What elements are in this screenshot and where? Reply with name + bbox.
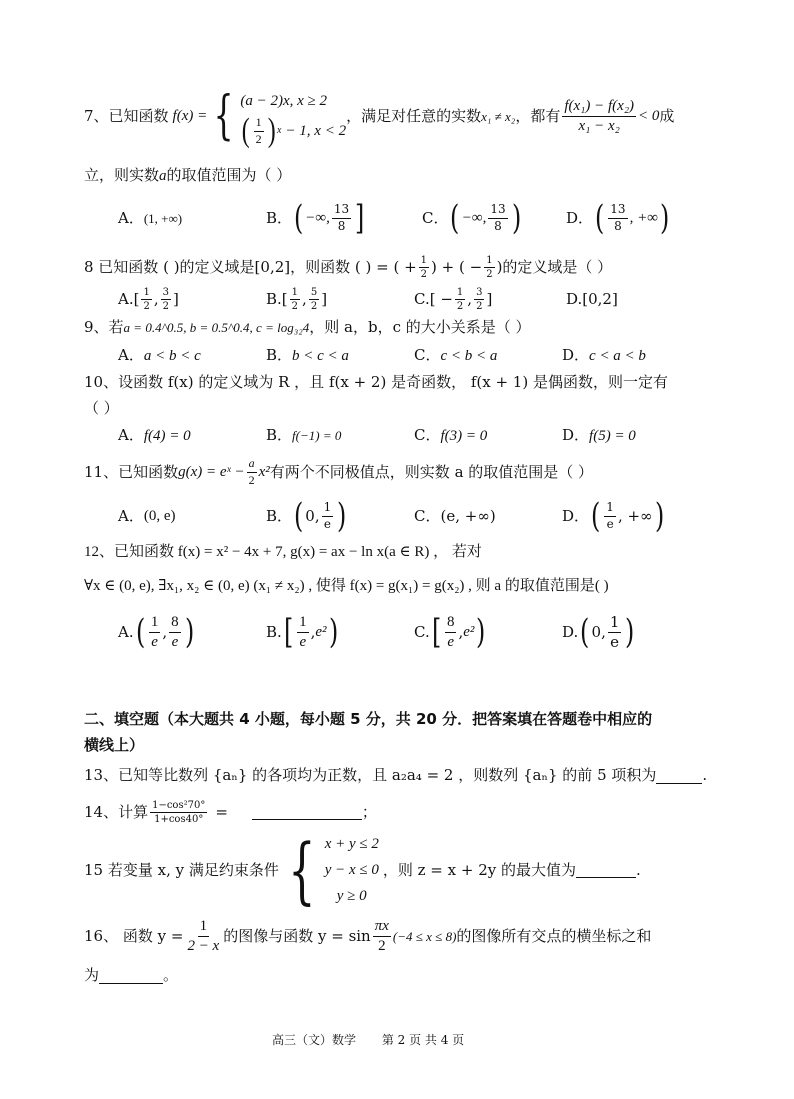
option-label: B． — [266, 506, 293, 525]
q11-option-c[interactable] — [414, 506, 562, 525]
frac-den: e — [323, 516, 331, 531]
q8-option-a[interactable]: A.[ $\frac{1}{2}$ , $\frac{3}{2}$ ] — [118, 286, 179, 312]
q7-case1: (a − 2)x, x ≥ 2 — [240, 92, 327, 109]
q12-stem-line2 — [84, 578, 609, 594]
q12-option-a[interactable]: A. ( $\frac{1}{e}$ , $\frac{8}{e}$ ) — [118, 611, 194, 652]
frac-den: 2 — [143, 300, 150, 312]
q16-stem-line2 — [84, 968, 178, 984]
q13-stem — [84, 768, 707, 784]
frac-num: 3 — [476, 286, 483, 298]
frac-num: 1 — [420, 254, 428, 266]
q7-fraction — [562, 98, 636, 134]
frac-den: 8 — [494, 218, 502, 233]
q14-prefix: 14、计算 — [84, 802, 149, 821]
option-label: A． — [118, 346, 144, 364]
section2-title-line2: 横线上） — [84, 736, 145, 754]
section2-title — [84, 712, 652, 727]
frac-den: 2 — [310, 300, 318, 312]
frac-den: 2 — [162, 300, 169, 312]
frac-num: 5 — [310, 286, 318, 298]
q15-brace: { — [288, 827, 316, 912]
frac-den: 1+cos40° — [154, 813, 204, 825]
q15-constraint-1: x + y ≤ 2 — [324, 835, 379, 852]
option-label: B.[ — [266, 289, 288, 308]
q11-stem-text: 11、已知函数 — [84, 462, 179, 481]
q7-prefix: 7、已知函数 — [84, 106, 169, 125]
footer-page-number: 第 2 页 共 4 页 — [381, 1033, 465, 1047]
q10-stem-text: 10、设函数 f(x) 的定义域为 R ，且 f(x + 2) 是奇函数， f(x + 1) 是偶函数，则一定有 — [84, 373, 668, 391]
q11-tail: 有两个不同极值点，则实数 a 的取值范围是（ ） — [269, 462, 594, 481]
q7-option-c[interactable]: C． ( −∞, $\frac{13}{8}$ ) — [422, 197, 521, 238]
option-label: D． — [562, 506, 590, 525]
frac-num: a — [247, 457, 257, 472]
q11-option-a[interactable] — [118, 506, 266, 525]
q16-prefix: 16、 函数 y = — [84, 926, 184, 945]
q7-case2-tail: − 1, x < 2 — [285, 122, 347, 139]
option-text: b < c < a — [292, 348, 349, 364]
q7-line2-tail: 的取值范围为（ ） — [166, 166, 292, 184]
option-text: c < b < a — [440, 348, 498, 364]
option-label: A． — [118, 426, 144, 444]
q15-end: . — [636, 860, 641, 879]
option-text: 0, — [591, 622, 606, 641]
q15-stem — [84, 827, 641, 912]
q16-line2: 为 — [84, 966, 100, 984]
q7-frac-den: x₁ − x₂ — [578, 117, 620, 134]
frac-den: e — [151, 633, 158, 650]
option-label: C． — [414, 426, 441, 444]
option-label: A.[ — [118, 289, 140, 308]
option-label: C． — [414, 506, 441, 525]
q7-options — [118, 197, 671, 238]
q9-tail: ，则 a，b，c 的大小关系是（ ） — [309, 318, 531, 336]
q7-frac-num: f(x₁) − f(x₂) — [562, 98, 636, 117]
q16-end: 。 — [163, 966, 179, 984]
option-text: (e, +∞) — [440, 506, 496, 525]
frac-num: 1 — [604, 501, 616, 516]
q10-option-a[interactable] — [118, 428, 266, 444]
option-text: 0, — [305, 506, 320, 525]
q9-expression: a = 0.4^0.5, b = 0.5^0.4, c = log₃₂4 — [123, 320, 310, 335]
q10-option-c[interactable] — [414, 428, 562, 444]
q12-option-d[interactable]: D. ( 0, $\frac{1}{e}$ ) — [562, 611, 635, 652]
option-label: B. — [266, 622, 282, 641]
q8-stem-tail: )的定义域是（ ） — [496, 257, 613, 276]
q12-option-c[interactable]: C. [ $\frac{8}{e}$ , e² ) — [414, 611, 486, 652]
frac-num: 1 — [291, 286, 299, 298]
q13-answer-blank[interactable] — [656, 768, 702, 784]
frac-num: 3 — [162, 286, 169, 298]
option-label: A． — [118, 208, 144, 227]
q12-stem — [84, 544, 482, 560]
q11-options — [118, 497, 666, 535]
q8-options — [118, 285, 618, 313]
q15-prefix: 15 若变量 x, y 满足约束条件 — [84, 860, 279, 879]
q7-mid2: ，都有 — [515, 106, 561, 125]
q8-option-c[interactable]: C.[ − $\frac{1}{2}$ , $\frac{3}{2}$ ] — [414, 286, 493, 312]
q7-mid: ，满足对任意的实数 — [346, 106, 482, 125]
q9-option-a[interactable] — [118, 348, 266, 364]
option-label: C. — [414, 622, 430, 641]
frac-den: 2 — [456, 300, 464, 312]
frac-den: 2 − x — [187, 937, 220, 954]
page-footer — [272, 1034, 464, 1046]
q9-option-d[interactable] — [562, 348, 646, 364]
section2-title-2 — [84, 738, 144, 753]
q7-tail: 成 — [659, 106, 675, 125]
q7-stem — [84, 85, 675, 149]
q8-stem-mid: ) + ( − — [431, 257, 483, 276]
frac-den: e — [299, 633, 307, 650]
frac-num: 1 — [297, 614, 309, 633]
q15-constraint-3: y ≥ 0 — [336, 887, 367, 904]
option-text: (0, e) — [143, 507, 176, 524]
q10-stem — [84, 375, 668, 390]
frac-den: 2 — [291, 300, 299, 312]
frac-den: e — [447, 633, 455, 650]
frac-num: 8 — [169, 614, 181, 633]
q9-options — [118, 348, 646, 364]
q13-text: 13、已知等比数列 {aₙ} 的各项均为正数，且 a₂a₄ = 2 ，则数列 {aₙ} 的前 5 项积为 — [84, 766, 657, 784]
q11-option-d[interactable]: D． ( $\frac{1}{e}$ , +∞ ) — [562, 495, 664, 536]
footer-course: 高三（文）数学 — [272, 1033, 357, 1047]
q16-domain: (−4 ≤ x ≤ 8) — [392, 928, 457, 944]
q15-constraint-2: y − x ≤ 0 — [324, 861, 379, 878]
frac-num: 1 — [609, 613, 620, 631]
frac-den: e — [606, 516, 614, 531]
q15-mid: ，则 z = x + 2y 的最大值为 — [382, 860, 576, 879]
option-label: C． — [422, 208, 449, 227]
frac-num: 1 — [322, 501, 334, 516]
q7-condition: x₁ ≠ x₂ — [481, 108, 516, 124]
q10-options — [118, 428, 636, 444]
q9-option-c[interactable] — [414, 348, 562, 364]
frac-num: 1 — [198, 918, 210, 937]
q15-constraints — [325, 831, 379, 909]
q8-option-d[interactable] — [566, 289, 618, 308]
q12-line2: ∀x ∈ (0, e), ∃x₁, x₂ ∈ (0, e) (x₁ ≠ x₂) , 使得 f(x) = g(x₁) = g(x₂) , 则 a 的取值范围是( ) — [84, 578, 609, 594]
option-close: ] — [172, 289, 179, 308]
option-text: f(4) = 0 — [143, 428, 191, 444]
frac-den: 8 — [337, 218, 346, 233]
q16-mid: 的图像与函数 y = sin — [223, 926, 371, 945]
q11-func-pre: g(x) = eˣ − — [178, 463, 245, 480]
q12-stem-text: 12、已知函数 f(x) = x² − 4x + 7, g(x) = ax − ln x(a ∈ R) ， 若对 — [84, 544, 482, 560]
option-label: C． — [414, 346, 441, 364]
frac-num: 13 — [488, 203, 507, 218]
q14-end: ； — [361, 802, 377, 821]
q10-option-d[interactable] — [562, 428, 636, 444]
q7-option-d[interactable]: D． ( $\frac{13}{8}$ , +∞ ) — [566, 197, 670, 238]
q7-brace: { — [213, 85, 234, 146]
option-text: −∞, — [461, 209, 487, 226]
q7-case2: ( $\frac{1}{2}$ ) x − 1, x < 2 — [242, 111, 347, 149]
option-text: c < a < b — [589, 348, 646, 364]
q8-option-b[interactable]: B.[ $\frac{1}{2}$ , $\frac{5}{2}$ ] — [266, 286, 328, 312]
frac-den: 2 — [248, 472, 255, 487]
frac-num: πx — [373, 918, 391, 937]
option-label: D． — [562, 346, 590, 364]
q7-function-name: f(x) = — [172, 107, 208, 124]
q12-options — [118, 612, 637, 652]
q10-paren — [84, 401, 119, 416]
frac-den: e — [171, 633, 179, 650]
frac-num: 8 — [445, 614, 457, 633]
q8-stem-text: 8 已知函数 ( )的定义域是[0,2]，则函数 ( ) = ( + — [84, 257, 417, 276]
option-text: e² — [463, 623, 475, 640]
q14-equals: = — [215, 802, 228, 821]
option-label: A. — [118, 622, 134, 641]
frac-num: 13 — [332, 203, 351, 218]
option-text: f(3) = 0 — [440, 428, 488, 444]
option-text: −∞, — [305, 209, 330, 226]
q12-option-b[interactable]: B. [ $\frac{1}{e}$ , e² ) — [266, 611, 338, 652]
option-text: , +∞ — [617, 506, 653, 525]
frac-den: 2 — [476, 300, 483, 312]
frac-den: 2 — [378, 937, 386, 954]
option-text: [0,2] — [582, 289, 618, 308]
q7-option-a[interactable] — [118, 208, 266, 227]
option-label: B． — [266, 208, 293, 227]
frac-num: 1 — [456, 286, 464, 298]
option-text: e² — [315, 623, 327, 640]
frac-num: 1 — [143, 286, 150, 298]
option-label: B． — [266, 426, 293, 444]
option-close: ] — [486, 289, 493, 308]
frac-den: e — [610, 632, 620, 651]
q7-var: a — [159, 168, 167, 184]
q10-option-b[interactable] — [266, 428, 414, 443]
option-label: D． — [562, 426, 590, 444]
q11-stem — [84, 455, 593, 489]
frac-den: 2 — [420, 268, 428, 280]
option-text: , +∞ — [629, 209, 658, 226]
frac-num: 1−cos²70° — [152, 799, 206, 811]
option-text: f(5) = 0 — [589, 428, 636, 444]
section2-title-line1: 二、填空题（本大题共 4 小题，每小题 5 分，共 20 分．把答案填在答题卷中相应的 — [84, 710, 653, 728]
q7-stem-line2 — [84, 168, 291, 184]
q9-stem — [84, 320, 531, 335]
option-label: D. — [566, 289, 583, 308]
option-label: D. — [562, 622, 579, 641]
option-text: f(−1) = 0 — [292, 428, 342, 443]
q16-tail: 的图像所有交点的横坐标之和 — [456, 926, 652, 945]
option-close: ] — [321, 289, 328, 308]
q16-stem — [84, 916, 651, 956]
q14-stem — [84, 796, 377, 828]
option-text: (1, +∞) — [143, 210, 183, 226]
q9-option-b[interactable] — [266, 348, 414, 364]
option-label: B． — [266, 346, 293, 364]
option-label: D． — [566, 208, 594, 227]
option-label: C.[ − — [414, 289, 453, 308]
frac-num: 1 — [486, 254, 493, 266]
frac-num: 1 — [149, 614, 161, 633]
frac-num: 13 — [608, 203, 627, 218]
q14-answer-blank[interactable] — [252, 804, 362, 820]
option-label: A． — [118, 506, 144, 525]
q7-piecewise — [240, 86, 347, 149]
q7-ineq: < 0 — [638, 107, 660, 124]
q7-option-b[interactable]: B． ( −∞, $\frac{13}{8}$ ] — [266, 197, 365, 238]
q13-end: . — [702, 766, 708, 784]
frac-den: 2 — [486, 268, 493, 280]
q8-stem — [84, 252, 612, 282]
q15-answer-blank[interactable] — [576, 862, 636, 878]
q16-answer-blank[interactable] — [99, 968, 163, 984]
frac-den: 8 — [614, 218, 622, 233]
q11-func-post: x² — [258, 463, 270, 480]
option-text: a < b < c — [143, 348, 201, 364]
q7-line2: 立，则实数 — [84, 166, 160, 184]
q10-answer-paren: （ ） — [84, 399, 119, 417]
q11-option-b[interactable]: B． ( 0, $\frac{1}{e}$ ) — [266, 495, 347, 536]
q9-stem-text: 9、若 — [84, 318, 124, 336]
